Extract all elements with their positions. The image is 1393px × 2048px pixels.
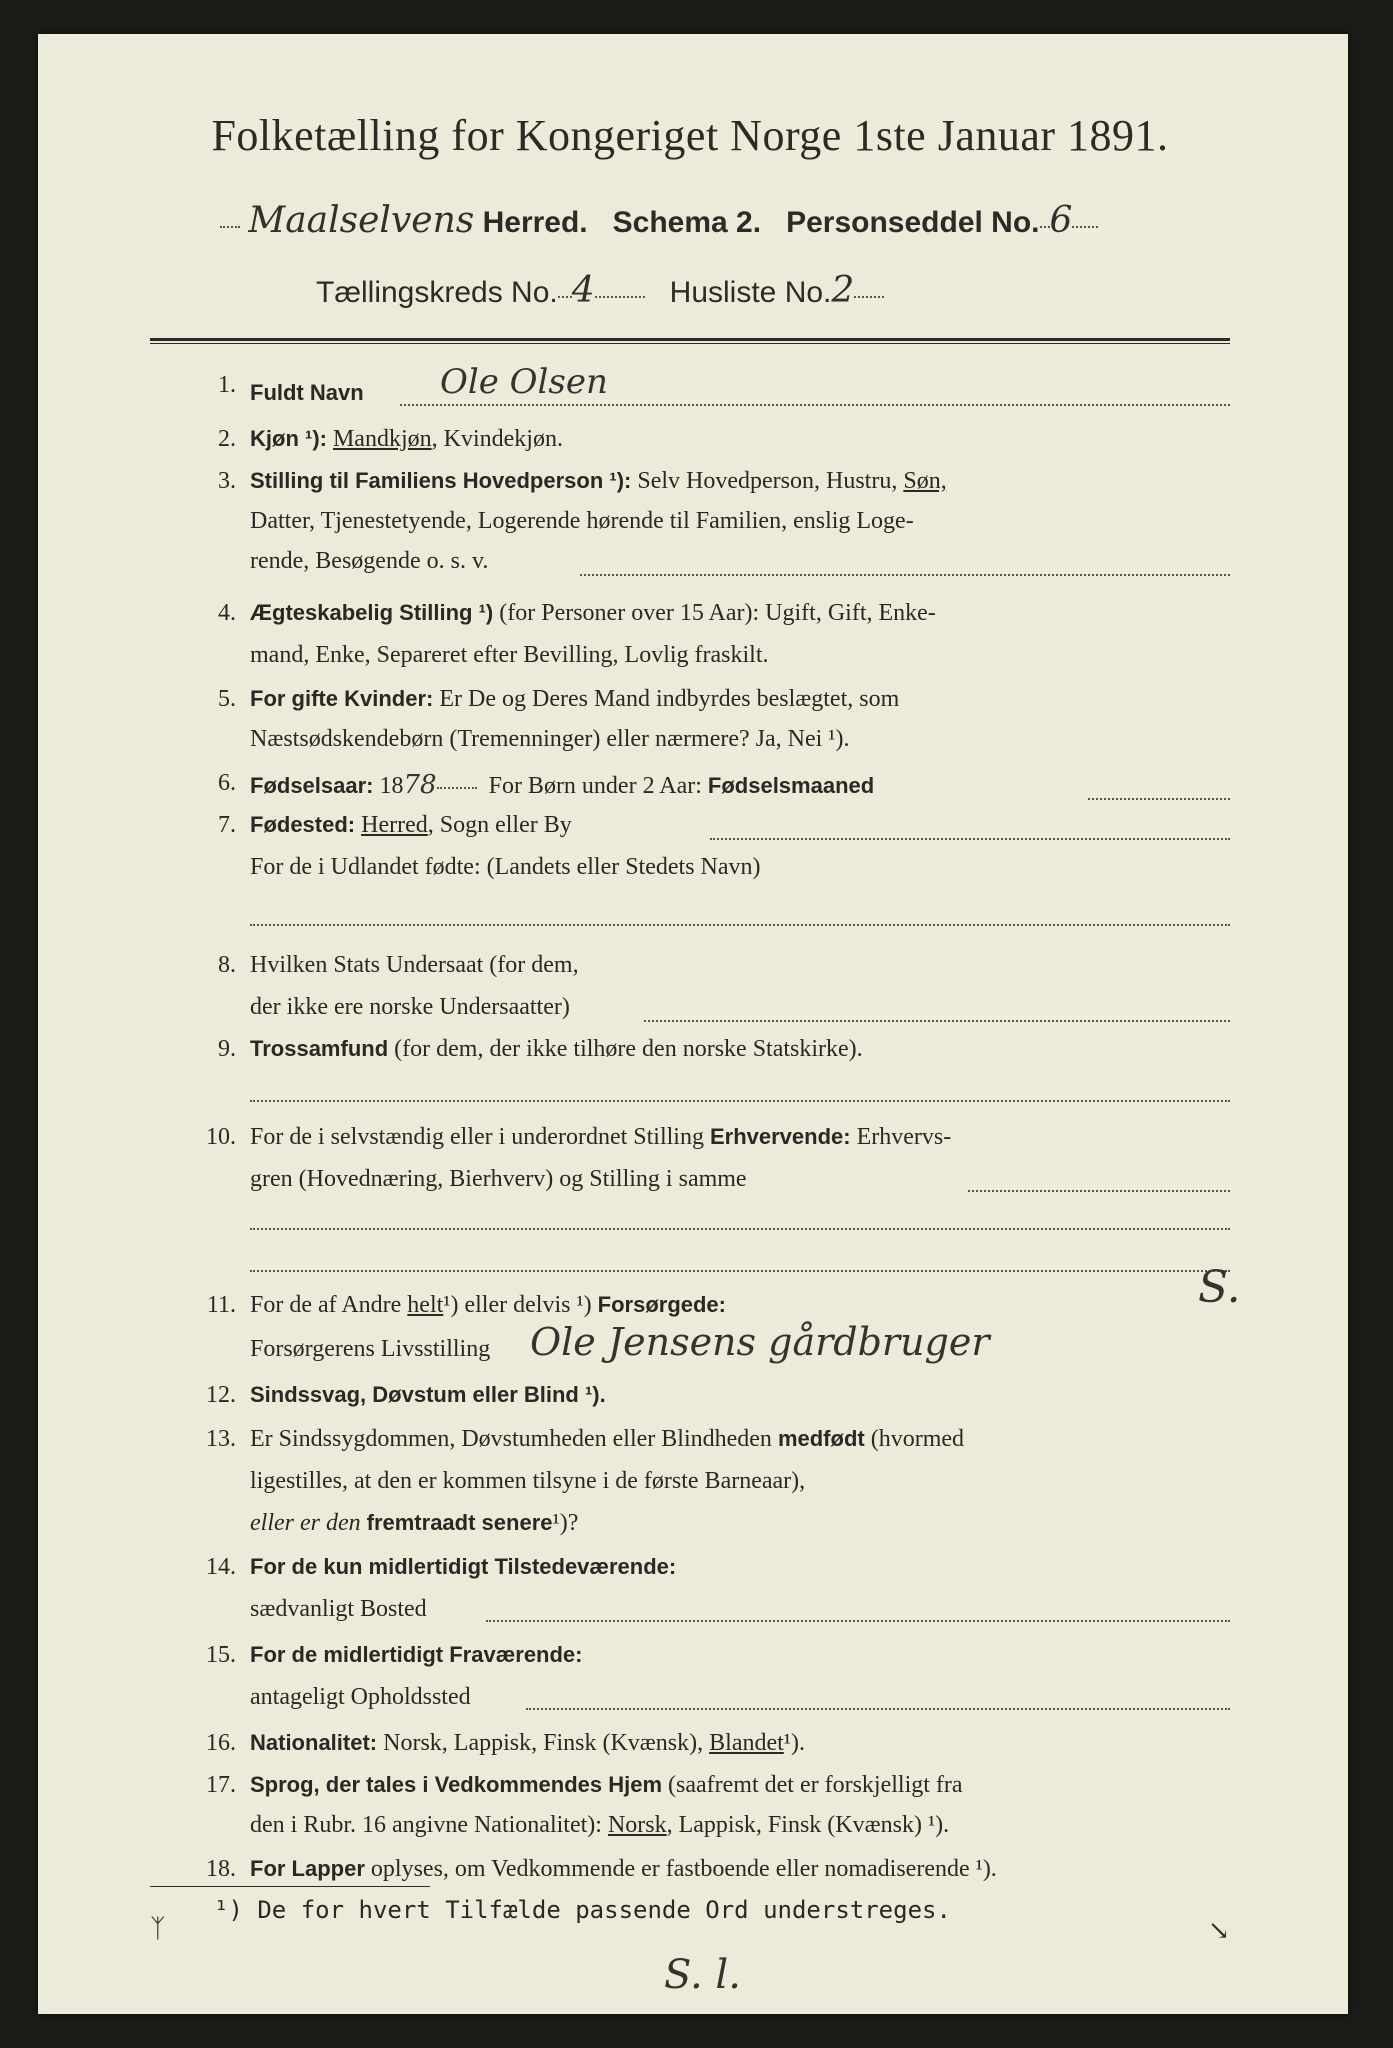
sex-option-male: Mandkjøn <box>332 426 432 452</box>
item-5 <box>150 686 1232 766</box>
header-rule <box>150 338 1230 341</box>
footnote: ¹) De for hvert Tilfælde passende Ord understreges. <box>214 1896 951 1924</box>
birthplace-label: Fødested: <box>250 812 356 837</box>
item-number: 8. <box>218 952 236 978</box>
sami-label: For Lapper <box>250 1856 365 1881</box>
disability-label: Sindssvag, Døvstum eller Blind ¹). <box>250 1382 606 1407</box>
religion-label: Trossamfund <box>250 1036 389 1061</box>
item-8 <box>150 952 1232 1036</box>
item-number: 13. <box>206 1426 236 1452</box>
item-1 <box>150 362 1232 412</box>
item-number: 9. <box>218 1036 236 1062</box>
language-label: Sprog, der tales i Vedkommendes Hjem <box>250 1772 663 1797</box>
sami-note: oplyses, om Vedkommende er fastboende eller nomadiserende ¹). <box>370 1856 997 1882</box>
supported-intro: For de af Andre <box>250 1292 402 1318</box>
supporter-occupation-value: Ole Jensens gårdbruger <box>530 1320 990 1364</box>
item-6 <box>150 770 1232 810</box>
corner-mark-left: ᛉ <box>150 1914 166 1944</box>
language-note-line2: den i Rubr. 16 angivne Nationalitet): <box>250 1812 602 1838</box>
sex-option-rest: , Kvindekjøn. <box>431 426 563 452</box>
personseddel-value: 6 <box>1049 200 1073 241</box>
supported-options: ¹) eller delvis ¹) <box>443 1292 592 1318</box>
married-women-question-line2: Næstsødskendebørn (Tremenninger) eller nærmere? Ja, Nei ¹). <box>250 726 850 752</box>
item-10 <box>150 1124 1232 1274</box>
item-number: 16. <box>206 1730 236 1756</box>
marital-options: (for Personer over 15 Aar): Ugift, Gift, Enke- <box>499 600 936 626</box>
supporter-occupation-label: Forsørgerens Livsstilling <box>250 1336 491 1362</box>
item-number: 12. <box>206 1382 236 1408</box>
birth-year-label: Fødselsaar: <box>250 773 374 798</box>
family-position-options: Selv Hovedperson, Hustru, <box>637 468 898 494</box>
item-number: 18. <box>206 1856 236 1882</box>
bottom-handwritten-mark: S. l. <box>664 1952 741 1998</box>
citizenship-note: (for dem, <box>489 952 579 978</box>
probable-stay-label: antageligt Opholdssted <box>250 1684 471 1710</box>
corner-mark-right: ↘ <box>1208 1916 1230 1946</box>
sex-label: Kjøn ¹): <box>250 426 327 451</box>
item-number: 17. <box>206 1772 236 1798</box>
husliste-label: Husliste No. <box>669 276 832 309</box>
family-position-line2: Datter, Tjenestetyende, Logerende hørende til Familien, enslig Loge- <box>250 508 914 534</box>
citizenship-note-line2: der ikke ere norske Undersaatter) <box>250 994 570 1020</box>
schema-label: Schema 2. <box>612 206 762 239</box>
footnote-rule <box>150 1886 430 1887</box>
item-2 <box>150 426 1232 462</box>
birthplace-option-herred: Herred <box>361 812 428 838</box>
item-13 <box>150 1426 1232 1550</box>
margin-note: S. <box>1198 1262 1241 1313</box>
birth-year-prefix: 18 <box>379 773 404 799</box>
temporary-absent-label: For de midlertidigt Fraværende: <box>250 1642 583 1667</box>
married-women-label: For gifte Kvinder: <box>250 686 434 711</box>
later-onset-label: fremtraadt senere <box>366 1510 553 1535</box>
kreds-label: Tællingskreds No. <box>316 276 558 309</box>
usual-residence-label: sædvanligt Bosted <box>250 1596 427 1622</box>
item-14 <box>150 1554 1232 1638</box>
occupation-label: Erhvervende: <box>709 1124 851 1149</box>
item-15 <box>150 1642 1232 1726</box>
personseddel-label: Personseddel No. <box>786 206 1040 239</box>
item-number: 6. <box>218 770 236 796</box>
occupation-line2: gren (Hovednæring, Bierhverv) og Stilling i samme <box>250 1166 747 1192</box>
birth-month-note: For Børn under 2 Aar: <box>488 773 702 799</box>
husliste-value: 2 <box>831 270 855 311</box>
item-number: 14. <box>206 1554 236 1580</box>
item-number: 4. <box>218 600 236 626</box>
supported-option-helt: helt <box>407 1292 444 1318</box>
birth-year-value: 78 <box>403 770 437 800</box>
full-name-value: Ole Olsen <box>440 362 608 402</box>
item-3 <box>150 468 1232 588</box>
congenital-question-end: (hvormed <box>870 1426 965 1452</box>
religion-note: (for dem, der ikke tilhøre den norske Statskirke). <box>394 1036 863 1062</box>
congenital-line2: ligestilles, at den er kommen tilsyne i de første Barneaar), <box>250 1468 806 1494</box>
item-17 <box>150 1772 1232 1852</box>
item-number: 3. <box>218 468 236 494</box>
item-9 <box>150 1036 1232 1096</box>
item-number: 5. <box>218 686 236 712</box>
married-women-question: Er De og Deres Mand indbyrdes beslægtet, som <box>439 686 900 712</box>
nationality-end: ¹). <box>783 1730 805 1756</box>
kreds-value: 4 <box>571 270 595 311</box>
nationality-label: Nationalitet: <box>250 1730 378 1755</box>
marital-label: Ægteskabelig Stilling ¹) <box>250 600 494 625</box>
supported-label: Forsørgede: <box>597 1292 726 1317</box>
header-rule-thin <box>150 343 1230 344</box>
nationality-options: Norsk, Lappisk, Finsk (Kvænsk), <box>383 1730 704 1756</box>
birth-month-label: Fødselsmaaned <box>707 773 875 798</box>
item-4 <box>150 600 1232 680</box>
kreds-line <box>316 270 884 311</box>
herred-label: Herred. <box>482 206 588 239</box>
nationality-option-mixed: Blandet <box>709 1730 784 1756</box>
congenital-line3: eller er den <box>250 1510 361 1536</box>
language-note: (saafremt det er forskjelligt fra <box>668 1772 963 1798</box>
item-number: 10. <box>206 1124 236 1150</box>
occupation-intro-end: Erhvervs- <box>856 1124 952 1150</box>
herred-value: Maalselvens <box>248 200 475 241</box>
item-number: 15. <box>206 1642 236 1668</box>
birthplace-abroad: For de i Udlandet fødte: (Landets eller Stedets Navn) <box>250 854 761 880</box>
item-number: 7. <box>218 812 236 838</box>
congenital-label: medfødt <box>777 1426 865 1451</box>
herred-line <box>220 200 1098 241</box>
citizenship-label: Hvilken Stats Undersaat <box>250 952 484 978</box>
item-11 <box>150 1262 1241 1376</box>
item-16 <box>150 1730 1232 1766</box>
marital-options-line2: mand, Enke, Separeret efter Bevilling, Lovlig fraskilt. <box>250 642 769 668</box>
item-number: 1. <box>218 372 236 398</box>
language-option-norsk: Norsk <box>607 1812 667 1838</box>
full-name-label: Fuldt Navn <box>250 380 364 405</box>
family-position-son: Søn, <box>903 468 947 494</box>
item-number: 11. <box>206 1292 236 1318</box>
family-position-label: Stilling til Familiens Hovedperson ¹): <box>250 468 632 493</box>
language-options-rest: , Lappisk, Finsk (Kvænsk) ¹). <box>666 1812 950 1838</box>
item-number: 2. <box>218 426 236 452</box>
birthplace-option-rest: , Sogn eller By <box>427 812 572 838</box>
family-position-line3: rende, Besøgende o. s. v. <box>250 548 489 574</box>
later-onset-end: ¹)? <box>552 1510 579 1536</box>
item-12 <box>150 1382 1232 1418</box>
item-7 <box>150 812 1232 932</box>
congenital-question: Er Sindssygdommen, Døvstumheden eller Blindheden <box>250 1426 772 1452</box>
temporary-present-label: For de kun midlertidigt Tilstedeværende: <box>250 1554 677 1579</box>
form-title: Folketælling for Kongeriget Norge 1ste Januar 1891. <box>211 111 1169 160</box>
occupation-intro: For de i selvstændig eller i underordnet Stilling <box>250 1124 704 1150</box>
